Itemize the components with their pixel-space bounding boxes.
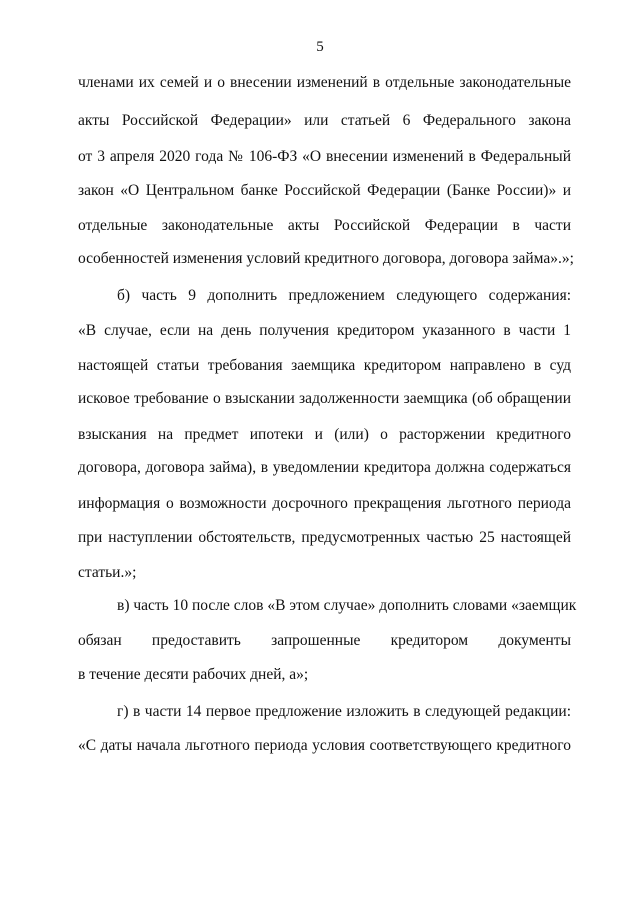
text-line: исковое требование о взыскании задолженности заемщика (об обращении [78, 390, 571, 407]
paragraph-first-line: в) часть 10 после слов «В этом случае» дополнить словами «заемщик [117, 597, 577, 614]
text-line: акты Российской Федерации» или статьей 6 Федерального закона [78, 112, 571, 129]
text-line: «С даты начала льготного периода условия соответствующего кредитного [78, 737, 571, 754]
paragraph-first-line: б) часть 9 дополнить предложением следующего содержания: [117, 287, 571, 304]
text-line: обязан предоставить запрошенные кредитором документы [78, 632, 571, 649]
text-line: особенностей изменения условий кредитного договора, договора займа».»; [78, 250, 574, 267]
text-line: договора, договора займа), в уведомлении кредитора должна содержаться [78, 459, 571, 476]
page-number: 5 [316, 39, 324, 55]
text-line: в течение десяти рабочих дней, а»; [78, 666, 309, 683]
text-line: членами их семей и о внесении изменений в отдельные законодательные [78, 74, 571, 91]
text-line: от 3 апреля 2020 года № 106-ФЗ «О внесении изменений в Федеральный [78, 148, 571, 165]
text-line: закон «О Центральном банке Российской Федерации (Банке России)» и [78, 182, 571, 199]
text-line: при наступлении обстоятельств, предусмотренных частью 25 настоящей [78, 529, 571, 546]
paragraph-first-line: г) в части 14 первое предложение изложить в следующей редакции: [117, 703, 571, 720]
text-line: взыскания на предмет ипотеки и (или) о расторжении кредитного [78, 426, 571, 443]
text-line: статьи.»; [78, 564, 137, 581]
text-line: «В случае, если на день получения кредитором указанного в части 1 [78, 322, 571, 339]
text-line: отдельные законодательные акты Российской Федерации в части [78, 217, 571, 234]
text-line: настоящей статьи требования заемщика кредитором направлено в суд [78, 357, 571, 374]
text-line: информация о возможности досрочного прекращения льготного периода [78, 495, 571, 512]
